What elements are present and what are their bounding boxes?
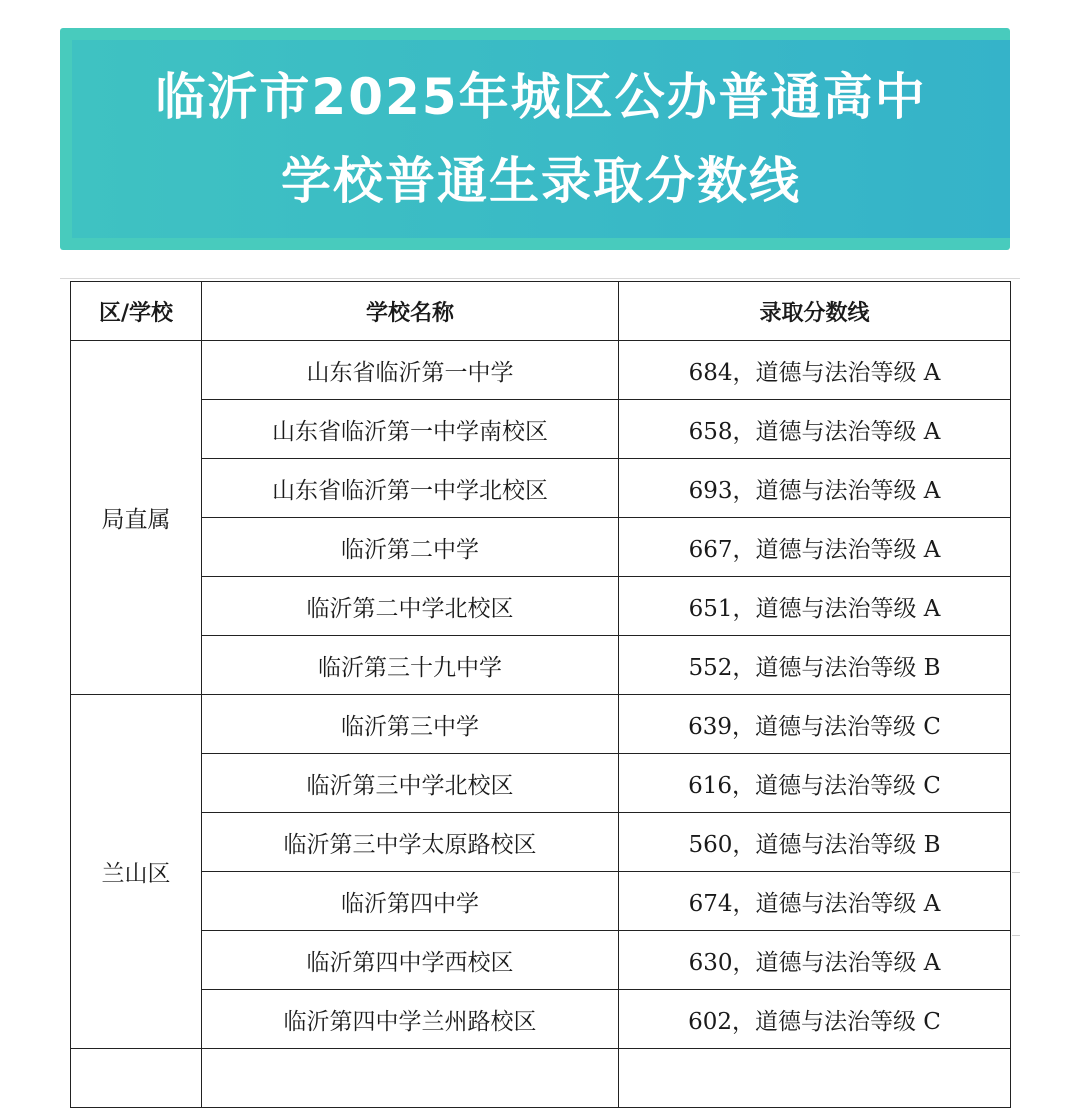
score-cell: 693，道德与法治等级 A bbox=[619, 459, 1011, 518]
school-cell: 临沂第三中学北校区 bbox=[202, 754, 619, 813]
table-row bbox=[71, 400, 1011, 459]
table-row bbox=[71, 459, 1011, 518]
table-row-cutoff bbox=[71, 1049, 1011, 1108]
table-row bbox=[71, 754, 1011, 813]
header-row bbox=[71, 282, 1011, 341]
score-cell: 630，道德与法治等级 A bbox=[619, 931, 1011, 990]
score-cell: 639，道德与法治等级 C bbox=[619, 695, 1011, 754]
district-cell: 局直属 bbox=[71, 341, 202, 695]
score-cell: 667，道德与法治等级 A bbox=[619, 518, 1011, 577]
title-banner bbox=[60, 28, 1010, 250]
table-row bbox=[71, 990, 1011, 1049]
empty-cell bbox=[202, 1049, 619, 1108]
table-row bbox=[71, 872, 1011, 931]
table-row bbox=[71, 813, 1011, 872]
school-cell: 临沂第二中学 bbox=[202, 518, 619, 577]
table-row bbox=[71, 695, 1011, 754]
score-cell: 552，道德与法治等级 B bbox=[619, 636, 1011, 695]
empty-cell bbox=[71, 1049, 202, 1108]
score-cell: 602，道德与法治等级 C bbox=[619, 990, 1011, 1049]
table-row bbox=[71, 636, 1011, 695]
table-row bbox=[71, 931, 1011, 990]
header-school: 学校名称 bbox=[202, 282, 619, 341]
score-table bbox=[70, 281, 1011, 1108]
header-score: 录取分数线 bbox=[619, 282, 1011, 341]
school-cell: 山东省临沂第一中学南校区 bbox=[202, 400, 619, 459]
school-cell: 临沂第四中学 bbox=[202, 872, 619, 931]
header-district: 区/学校 bbox=[71, 282, 202, 341]
school-cell: 山东省临沂第一中学 bbox=[202, 341, 619, 400]
school-cell: 临沂第三十九中学 bbox=[202, 636, 619, 695]
page-edge-mark bbox=[1012, 872, 1020, 936]
score-cell: 674，道德与法治等级 A bbox=[619, 872, 1011, 931]
school-cell: 临沂第四中学兰州路校区 bbox=[202, 990, 619, 1049]
title-line-1: 临沂市2025年城区公办普通高中 bbox=[155, 68, 927, 126]
table-row bbox=[71, 341, 1011, 400]
divider bbox=[60, 278, 1020, 279]
school-cell: 临沂第三中学太原路校区 bbox=[202, 813, 619, 872]
title-line-2: 学校普通生录取分数线 bbox=[281, 152, 801, 210]
district-cell: 兰山区 bbox=[71, 695, 202, 1049]
score-cell: 658，道德与法治等级 A bbox=[619, 400, 1011, 459]
empty-cell bbox=[619, 1049, 1011, 1108]
score-cell: 560，道德与法治等级 B bbox=[619, 813, 1011, 872]
score-cell: 616，道德与法治等级 C bbox=[619, 754, 1011, 813]
table-row bbox=[71, 518, 1011, 577]
table-row bbox=[71, 577, 1011, 636]
school-cell: 临沂第二中学北校区 bbox=[202, 577, 619, 636]
title-banner-inner bbox=[72, 40, 1010, 238]
score-cell: 684，道德与法治等级 A bbox=[619, 341, 1011, 400]
school-cell: 临沂第三中学 bbox=[202, 695, 619, 754]
score-cell: 651，道德与法治等级 A bbox=[619, 577, 1011, 636]
school-cell: 山东省临沂第一中学北校区 bbox=[202, 459, 619, 518]
school-cell: 临沂第四中学西校区 bbox=[202, 931, 619, 990]
